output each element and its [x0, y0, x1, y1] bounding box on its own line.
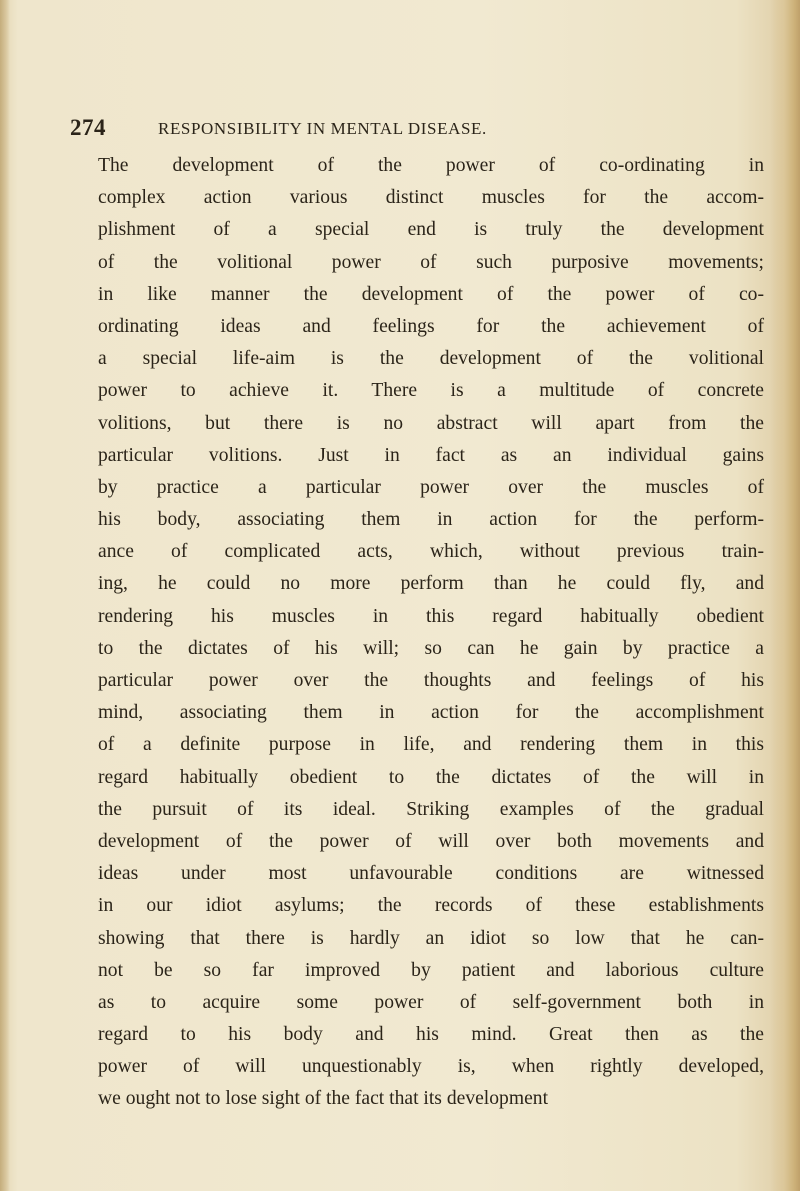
body-paragraph: [98, 150, 764, 1116]
text-line: in our idiot asylums; the records of these establishments: [98, 895, 764, 917]
text-line: mind, associating them in action for the accomplishment: [98, 702, 764, 724]
running-head: RESPONSIBILITY IN MENTAL DISEASE.: [158, 119, 487, 138]
page-gutter-shadow: [0, 0, 10, 1191]
text-line: his body, associating them in action for the perform-: [98, 509, 764, 531]
text-line: ideas under most unfavourable conditions are witnessed: [98, 863, 764, 885]
text-line: power to achieve it. There is a multitude of concrete: [98, 380, 764, 402]
text-line: we ought not to lose sight of the fact that its development: [98, 1088, 549, 1110]
text-line: particular volitions. Just in fact as an individual gains: [98, 444, 764, 466]
text-line: The development of the power of co-ordinating in: [98, 155, 764, 176]
text-line: ordinating ideas and feelings for the achievement of: [98, 315, 764, 337]
text-line: showing that there is hardly an idiot so low that he can-: [98, 927, 764, 949]
text-line: volitions, but there is no abstract will apart from the: [98, 412, 764, 434]
text-line: as to acquire some power of self-government both in: [98, 991, 764, 1013]
text-line: by practice a particular power over the muscles of: [98, 476, 764, 498]
text-line: particular power over the thoughts and feelings of his: [98, 670, 764, 691]
text-line: regard habitually obedient to the dictates of the will in: [98, 766, 764, 788]
page-header: [0, 114, 800, 144]
text-line: of the volitional power of such purposive movements;: [98, 251, 764, 273]
page-edge-shadow: [770, 0, 800, 1191]
text-line: of a definite purpose in life, and rendering them in this: [98, 734, 764, 756]
text-line: not be so far improved by patient and laborious culture: [98, 959, 764, 981]
text-line: ance of complicated acts, which, without previous train-: [98, 541, 764, 563]
text-line: in like manner the development of the power of co-: [98, 283, 764, 305]
text-line: the pursuit of its ideal. Striking examples of the gradual: [98, 798, 764, 820]
text-line: power of will unquestionably is, when rightly developed,: [98, 1056, 764, 1078]
text-line: complex action various distinct muscles for the accom-: [98, 187, 764, 209]
text-line: development of the power of will over both movements and: [98, 830, 764, 852]
text-line: ing, he could no more perform than he could fly, and: [98, 573, 764, 595]
text-line: regard to his body and his mind. Great then as the: [98, 1024, 764, 1046]
text-line: to the dictates of his will; so can he gain by practice a: [98, 637, 764, 659]
text-line: a special life-aim is the development of the volitional: [98, 348, 764, 370]
page-number: 274: [70, 115, 106, 140]
text-line: rendering his muscles in this regard habitually obedient: [98, 605, 764, 627]
text-line: plishment of a special end is truly the development: [98, 219, 764, 241]
